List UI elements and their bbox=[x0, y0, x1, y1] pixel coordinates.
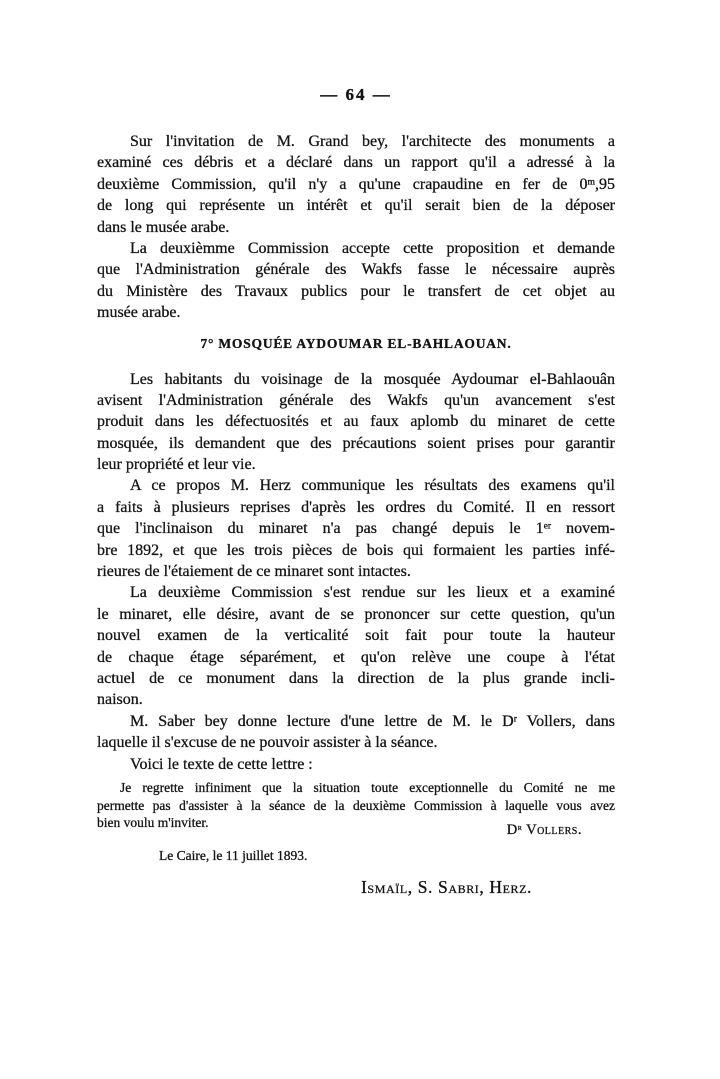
p3-line2: avisent l'Administration générale des Wakfs qu'un avancement s'est bbox=[97, 391, 615, 409]
p7-line1: Voici le texte de cette lettre : bbox=[130, 755, 313, 773]
p1-line3-text: deuxième Commission, qu'il n'y a qu'une crapaudine en fer de 0 bbox=[97, 175, 588, 193]
p6-line1-superscript: r bbox=[513, 713, 517, 725]
p6-line1-text-end: Vollers, dans bbox=[516, 712, 615, 730]
p1-line3-text-end: ,95 bbox=[595, 175, 615, 193]
paragraph-3 bbox=[97, 369, 615, 476]
paragraph-6 bbox=[97, 711, 615, 754]
p1-line5: dans le musée arabe. bbox=[97, 218, 230, 236]
p4-line3-superscript: er bbox=[543, 520, 552, 532]
p5-line4: de chaque étage séparément, et qu'on relève une coupe à l'état bbox=[97, 648, 615, 666]
letter-signature-name bbox=[507, 822, 582, 838]
p4-line3-text-end: novem- bbox=[551, 520, 615, 538]
p5-line1: La deuxième Commission s'est rendue sur les lieux et a examiné bbox=[130, 584, 615, 602]
dateline: Le Caire, le 11 juillet 1893. bbox=[159, 847, 308, 863]
paragraph-2 bbox=[97, 238, 615, 324]
p1-line3-superscript: m bbox=[587, 176, 595, 188]
p4-line4: bre 1892, et que les trois pièces de bois qui formaient les parties infé- bbox=[97, 541, 615, 559]
p5-line2: le minaret, elle désire, avant de se prononcer sur cette question, qu'un bbox=[97, 605, 615, 623]
p6-line2: laquelle il s'excuse de ne pouvoir assister à la séance. bbox=[97, 734, 438, 752]
p3-line5: leur propriété et leur vie. bbox=[97, 456, 256, 474]
p4-line5: rieures de l'étaiement de ce minaret sont intactes. bbox=[97, 563, 411, 581]
p4-line3 bbox=[97, 518, 615, 539]
letter-line2: permette pas d'assister à la séance de la deuxième Commission à laquelle vous avez bbox=[97, 797, 615, 813]
p6-line1-text: M. Saber bey donne lecture d'une lettre de M. le D bbox=[130, 712, 514, 730]
p4-line2: a faits à plusieurs reprises d'après les ordres du Comité. Il en ressort bbox=[97, 498, 615, 516]
paragraph-5 bbox=[97, 582, 615, 710]
document-body bbox=[97, 131, 615, 897]
paragraph-4 bbox=[97, 475, 615, 582]
p5-line5: actuel de ce monument dans la direction de la plus grande incli- bbox=[97, 669, 615, 687]
letter-signature-initial: D bbox=[506, 821, 518, 838]
p2-line1: La deuxièmme Commission accepte cette proposition et demande bbox=[130, 239, 615, 257]
p6-line1 bbox=[97, 711, 615, 732]
paragraph-1 bbox=[97, 131, 615, 238]
letter-line1: Je regrette infiniment que la situation toute exceptionnelle du Comité ne me bbox=[120, 779, 615, 795]
p1-line4: de long qui représente un intérêt et qu'il serait bien de la déposer bbox=[97, 197, 615, 215]
p4-line3-text: que l'inclinaison du minaret n'a pas changé depuis le 1 bbox=[97, 520, 544, 538]
signatories: Ismaïl, S. Sabri, Herz. bbox=[361, 876, 533, 897]
p3-line4: mosquée, ils demandent que des précautions soient prises pour garantir bbox=[97, 434, 615, 452]
letter-signature-surname: Vollers. bbox=[522, 821, 582, 838]
paragraph-7 bbox=[97, 754, 615, 775]
p4-line1: A ce propos M. Herz communique les résultats des examens qu'il bbox=[130, 477, 615, 495]
p5-line6: naison. bbox=[97, 691, 143, 709]
p1-line2: examiné ces débris et a déclaré dans un rapport qu'il a adressé à la bbox=[97, 154, 615, 172]
p3-line1: Les habitants du voisinage de la mosquée Aydoumar el-Bahlaouân bbox=[130, 370, 615, 388]
page-number: — 64 — bbox=[320, 85, 392, 104]
letter-line3: bien voulu m'inviter. bbox=[97, 815, 209, 831]
p5-line3: nouvel examen de la verticalité soit fait pour toute la hauteur bbox=[97, 627, 615, 645]
p1-line1: Sur l'invitation de M. Grand bey, l'architecte des monuments a bbox=[130, 133, 615, 150]
letter-signature-superscript: r bbox=[517, 821, 523, 832]
p1-line3 bbox=[97, 174, 615, 195]
p2-line2: que l'Administration générale des Wakfs fasse le nécessaire auprès bbox=[97, 261, 615, 279]
section-heading: 7° MOSQUÉE AYDOUMAR EL-BAHLAOUAN. bbox=[200, 335, 512, 351]
p2-line3: du Ministère des Travaux publics pour le transfert de cet objet au bbox=[97, 282, 615, 300]
p2-line4: musée arabe. bbox=[97, 304, 181, 322]
p3-line3: produit dans les défectuosités et au faux aplomb du minaret de cette bbox=[97, 413, 615, 431]
